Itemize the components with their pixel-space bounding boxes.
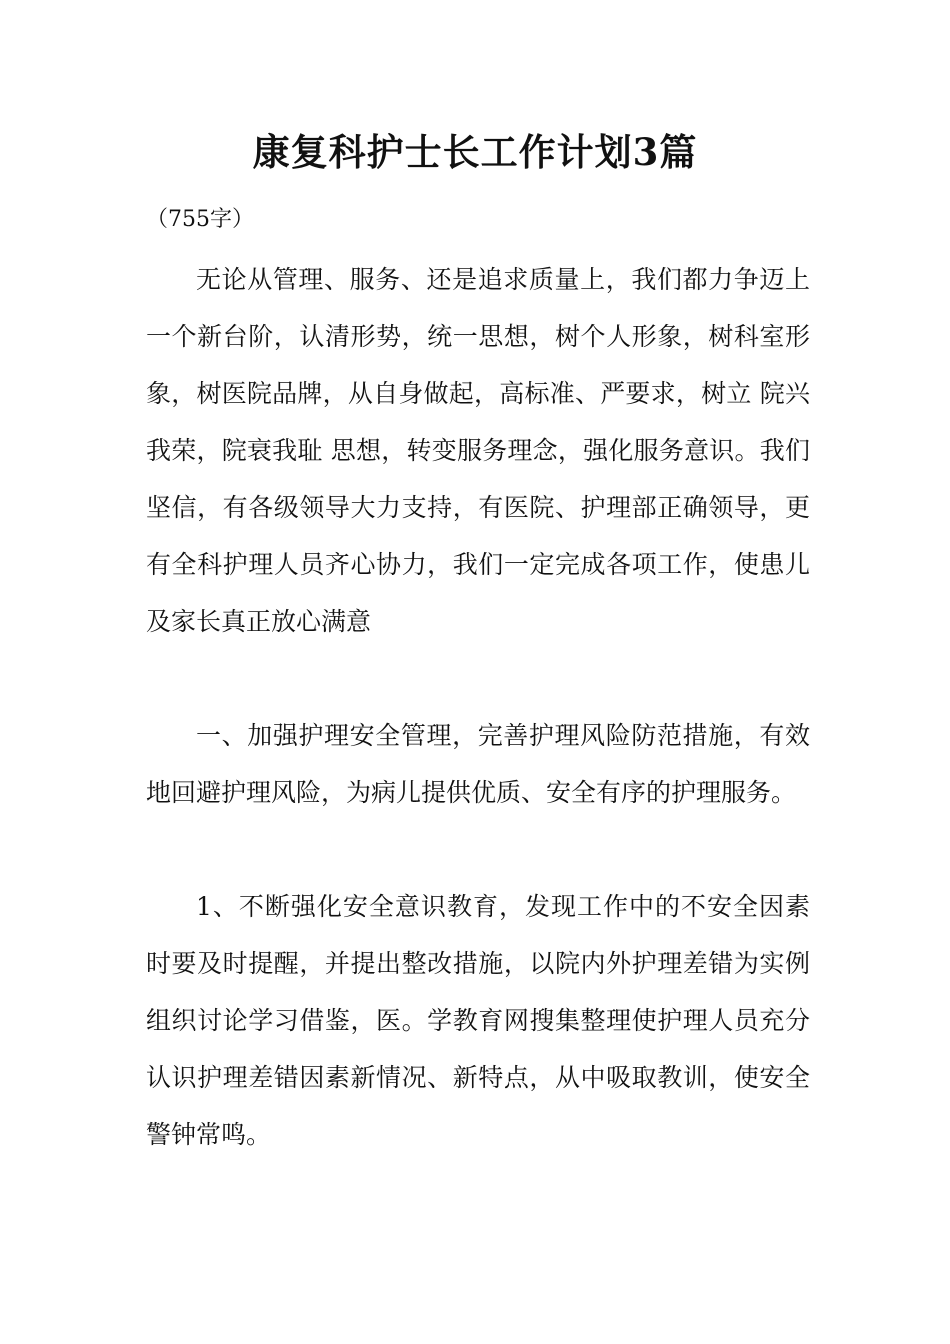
paragraph-item-1: 1、不断强化安全意识教育，发现工作中的不安全因素时要及时提醒，并提出整改措施，以院内外护理差错为实例组织讨论学习借鉴，医。学教育网搜集整理使护理人员充分认识护理差错因素新情况、新特点，从中吸取教训，使安全警钟常鸣。: [146, 892, 810, 1149]
document-title: 康复科护士长工作计划3篇: [252, 130, 698, 174]
paragraph-intro: 无论从管理、服务、还是追求质量上，我们都力争迈上一个新台阶，认清形势，统一思想，树个人形象，树科室形象，树医院品牌，从自身做起，高标准、严要求，树立 院兴我荣，院衰我耻 思想，转变服务理念，强化服务意识。我们坚信，有各级领导大力支持，有医院、护理部正确领导，更有全科护理人员齐心协力，我们一定完成各项工作，使患儿及家长真正放心满意: [146, 265, 810, 636]
word-count: （755字）: [146, 207, 254, 232]
paragraph-section-1: 一、加强护理安全管理，完善护理风险防范措施，有效地回避护理风险，为病儿提供优质、安全有序的护理服务。: [146, 721, 810, 807]
